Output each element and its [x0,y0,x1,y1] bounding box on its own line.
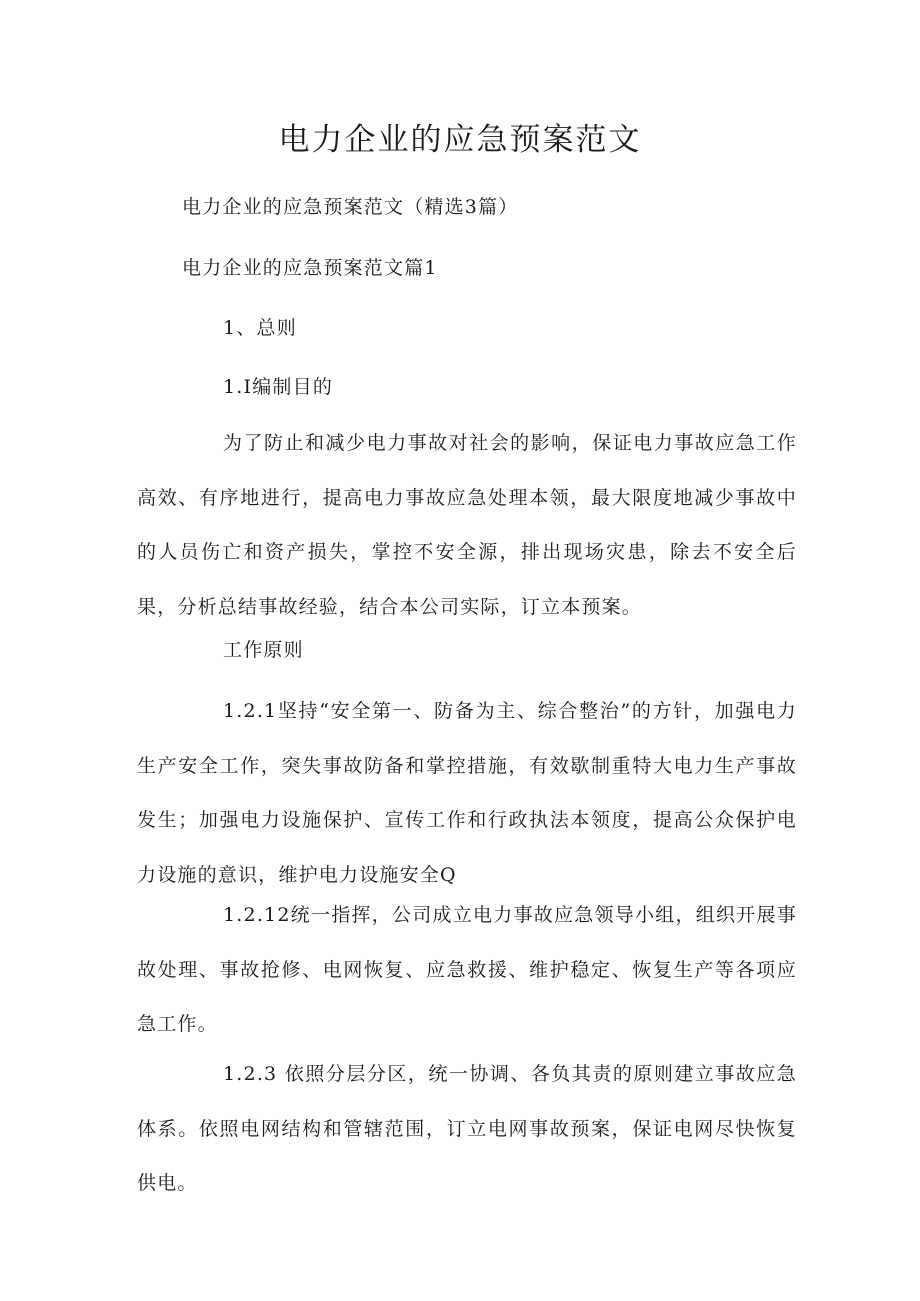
principles-heading: 工作原则 [223,639,304,661]
clause-heading: 1.I编制目的 [223,376,334,398]
clause-paragraph: 1.2.3 依照分层分区，统一协调、各负其责的原则建立事故应急体系。依照电网结构和管辖范围，订立电网事故预案，保证电网尽快恢复供电。 [137,1063,797,1194]
document-subtitle: 电力企业的应急预案范文（精选3篇） [182,196,519,218]
clause-paragraph: 1.2.12统一指挥，公司成立电力事故应急领导小组，组织开展事故处理、事故抢修、电网恢复、应急救援、维护稳定、恢复生产等各项应急工作。 [137,904,797,1035]
document-title: 电力企业的应急预案范文 [278,122,642,158]
chapter-heading: 1、总则 [223,317,297,339]
section-heading: 电力企业的应急预案范文篇1 [182,257,438,279]
clause-paragraph: 1.2.1坚持“安全第一、防备为主、综合整治”的方针，加强电力生产安全工作，突失事故防备和掌控措施，有效歇制重特大电力生产事故发生；加强电力设施保护、宣传工作和行政执法本领度，提高公众保护电力设施的意识，维护电力设施安全Q [137,700,797,886]
clause-paragraph: 为了防止和减少电力事故对社会的影响，保证电力事故应急工作高效、有序地进行，提高电力事故应急处理本领，最大限度地减少事故中的人员伤亡和资产损失，掌控不安全源，排出现场灾患，除去不安全后果，分析总结事故经验，结合本公司实际，订立本预案。 [137,432,797,618]
